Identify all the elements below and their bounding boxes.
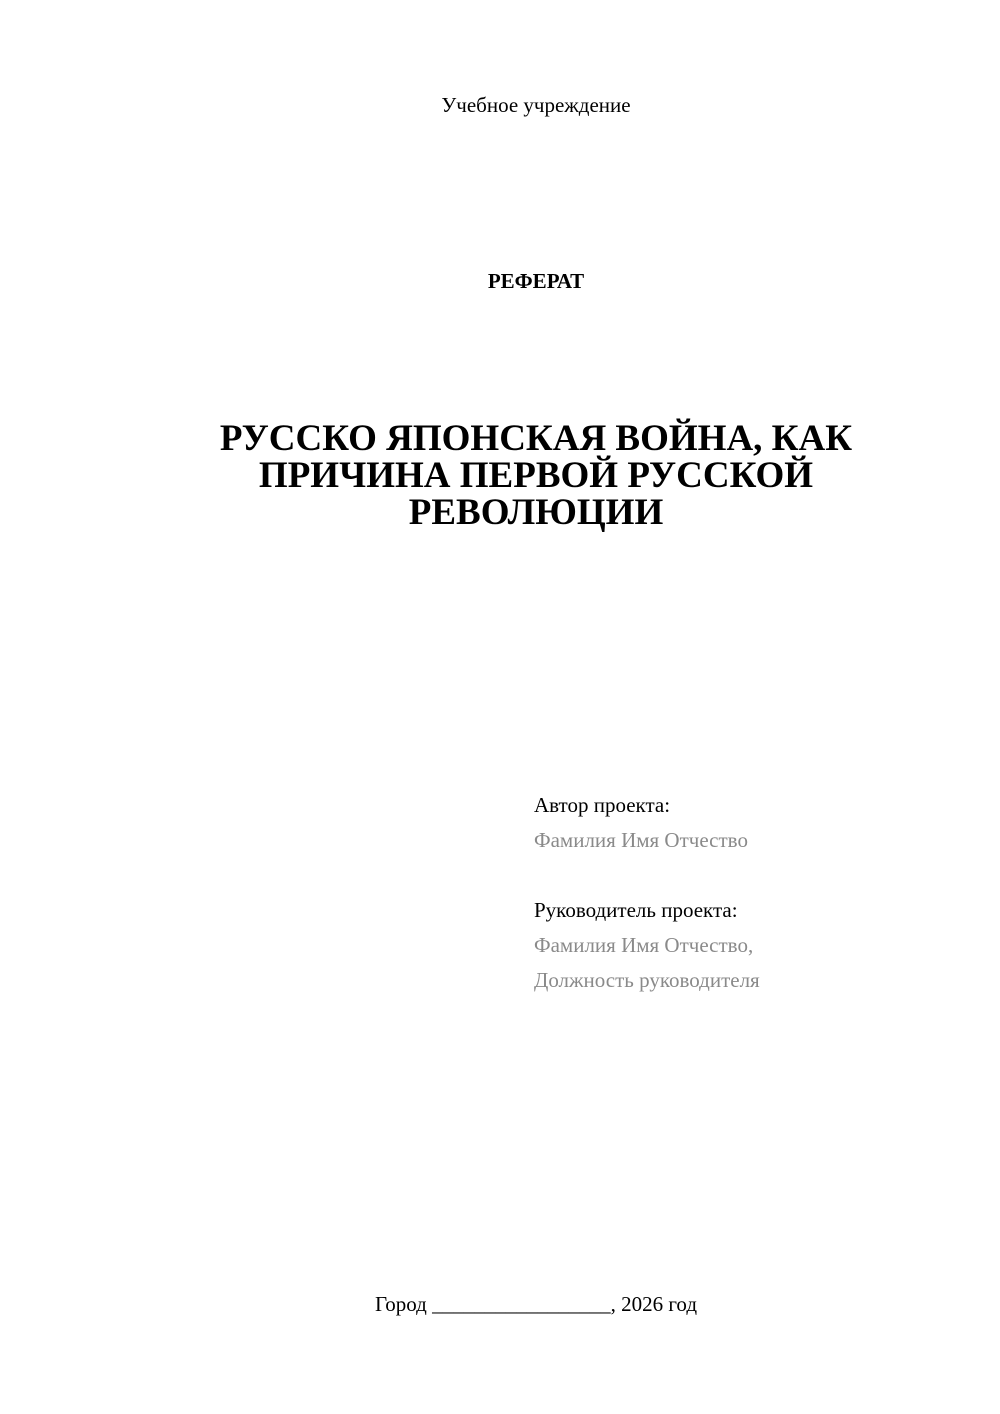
year-text: , 2026 год — [610, 1292, 698, 1316]
document-title — [200, 420, 872, 531]
supervisor-label: Руководитель проекта: — [534, 898, 738, 922]
title-line: РУССКО ЯПОНСКАЯ ВОЙНА, КАК — [219, 418, 853, 459]
credits-spacer — [534, 858, 974, 893]
author-label: Автор проекта: — [534, 793, 671, 817]
city-year-line — [0, 1290, 1000, 1318]
author-name-placeholder: Фамилия Имя Отчество — [534, 828, 748, 852]
supervisor-position-placeholder: Должность руководителя — [534, 968, 760, 992]
supervisor-name-placeholder: Фамилия Имя Отчество, — [534, 933, 754, 957]
title-line: РЕВОЛЮЦИИ — [408, 492, 664, 533]
city-blank: _________________ — [432, 1292, 611, 1316]
document-type-label: РЕФЕРАТ — [487, 269, 585, 293]
institution-name: Учебное учреждение — [441, 93, 631, 117]
credits-block — [534, 788, 974, 998]
city-label: Город — [374, 1292, 427, 1316]
title-line: ПРИЧИНА ПЕРВОЙ РУССКОЙ — [258, 455, 814, 496]
